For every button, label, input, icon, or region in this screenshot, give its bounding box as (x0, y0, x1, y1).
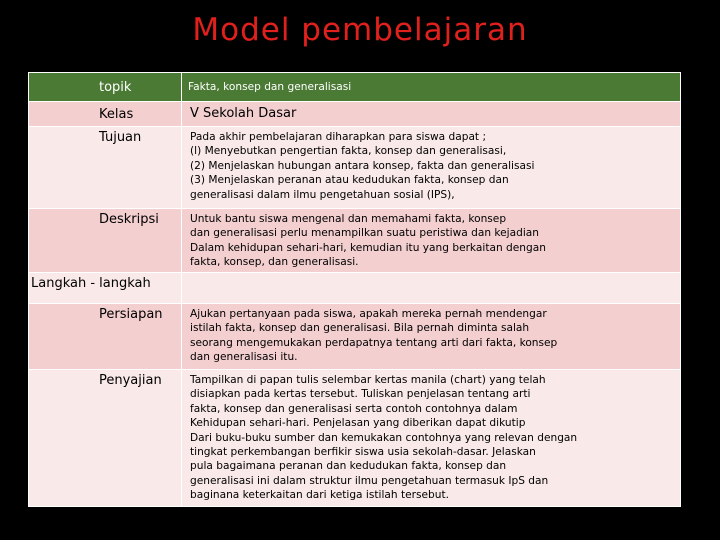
deskripsi-line: fakta, konsep, dan generalisasi. (190, 256, 359, 269)
row-key-langkah: Langkah - langkah (29, 273, 182, 304)
penyajian-line: baginana keterkaitan dari ketiga istilah tersebut. (190, 489, 450, 502)
row-value-persiapan (182, 304, 681, 370)
tujuan-line: (l) Menyebutkan pengertian fakta, konsep dan generalisasi, (190, 145, 507, 158)
header-value-cell: Fakta, konsep dan generalisasi (182, 73, 681, 102)
tujuan-line: (2) Menjelaskan hubungan antara konsep, fakta dan generalisasi (190, 159, 535, 172)
row-value-tujuan (182, 127, 681, 209)
row-value-langkah (182, 273, 681, 304)
penyajian-line: generalisasi ini dalam struktur ilmu pengetahuan termasuk IpS dan (190, 474, 549, 487)
penyajian-line: tingkat perkembangan berfikir siswa usia sekolah-dasar. Jelaskan (190, 446, 536, 459)
penyajian-line: fakta, konsep dan generalisasi serta contoh contohnya dalam (190, 402, 518, 415)
row-value-kelas: V Sekolah Dasar (182, 102, 681, 127)
page-title: Model pembelajaran (192, 12, 528, 48)
header-key-cell: topik (29, 73, 182, 102)
tujuan-line: (3) Menjelaskan peranan atau kedudukan fakta, konsep dan (190, 174, 509, 187)
penyajian-line: Tampilkan di papan tulis selembar kertas manila (chart) yang telah (190, 374, 546, 386)
row-key-tujuan: Tujuan (29, 127, 182, 209)
row-value-penyajian (182, 370, 681, 507)
row-key-penyajian: Penyajian (29, 370, 182, 507)
penyajian-line: Kehidupan sehari-hari. Penjelasan yang diberikan dapat dikutip (190, 417, 526, 430)
table-row-langkah (29, 273, 681, 304)
row-key-deskripsi: Deskripsi (29, 209, 182, 273)
persiapan-line: istilah fakta, konsep dan generalisasi. Bila pernah diminta salah (190, 322, 530, 335)
penyajian-line: Dari buku-buku sumber dan kemukakan contohnya yang relevan dengan (190, 431, 578, 444)
row-key-kelas: Kelas (29, 102, 182, 127)
penyajian-line: disiapkan pada kertas tersebut. Tuliskan penjelasan tentang arti (190, 388, 531, 401)
persiapan-line: seorang mengemukakan perdapatnya tentang arti dari fakta, konsep (190, 336, 558, 349)
row-key-persiapan: Persiapan (29, 304, 182, 370)
deskripsi-line: Dalam kehidupan sehari-hari, kemudian itu yang berkaitan dengan (190, 241, 546, 254)
table-row-penyajian (29, 370, 681, 507)
table-header-row (29, 73, 681, 102)
deskripsi-line: dan generalisasi perlu menampilkan suatu peristiwa dan kejadian (190, 227, 539, 240)
row-value-deskripsi (182, 209, 681, 273)
lesson-plan-table (28, 72, 681, 507)
deskripsi-line: Untuk bantu siswa mengenal dan memahami fakta, konsep (190, 213, 507, 225)
table-row-deskripsi (29, 209, 681, 273)
table-row-persiapan (29, 304, 681, 370)
tujuan-line: Pada akhir pembelajaran diharapkan para siswa dapat ; (190, 131, 487, 143)
persiapan-line: Ajukan pertanyaan pada siswa, apakah mereka pernah mendengar (190, 308, 547, 320)
table-row-tujuan (29, 127, 681, 209)
table-row-kelas (29, 102, 681, 127)
penyajian-line: pula bagaimana peranan dan kedudukan fakta, konsep dan (190, 460, 507, 473)
persiapan-line: dan generalisasi itu. (190, 351, 298, 364)
tujuan-line: generalisasi dalam ilmu pengetahuan sosial (IPS), (190, 188, 455, 201)
